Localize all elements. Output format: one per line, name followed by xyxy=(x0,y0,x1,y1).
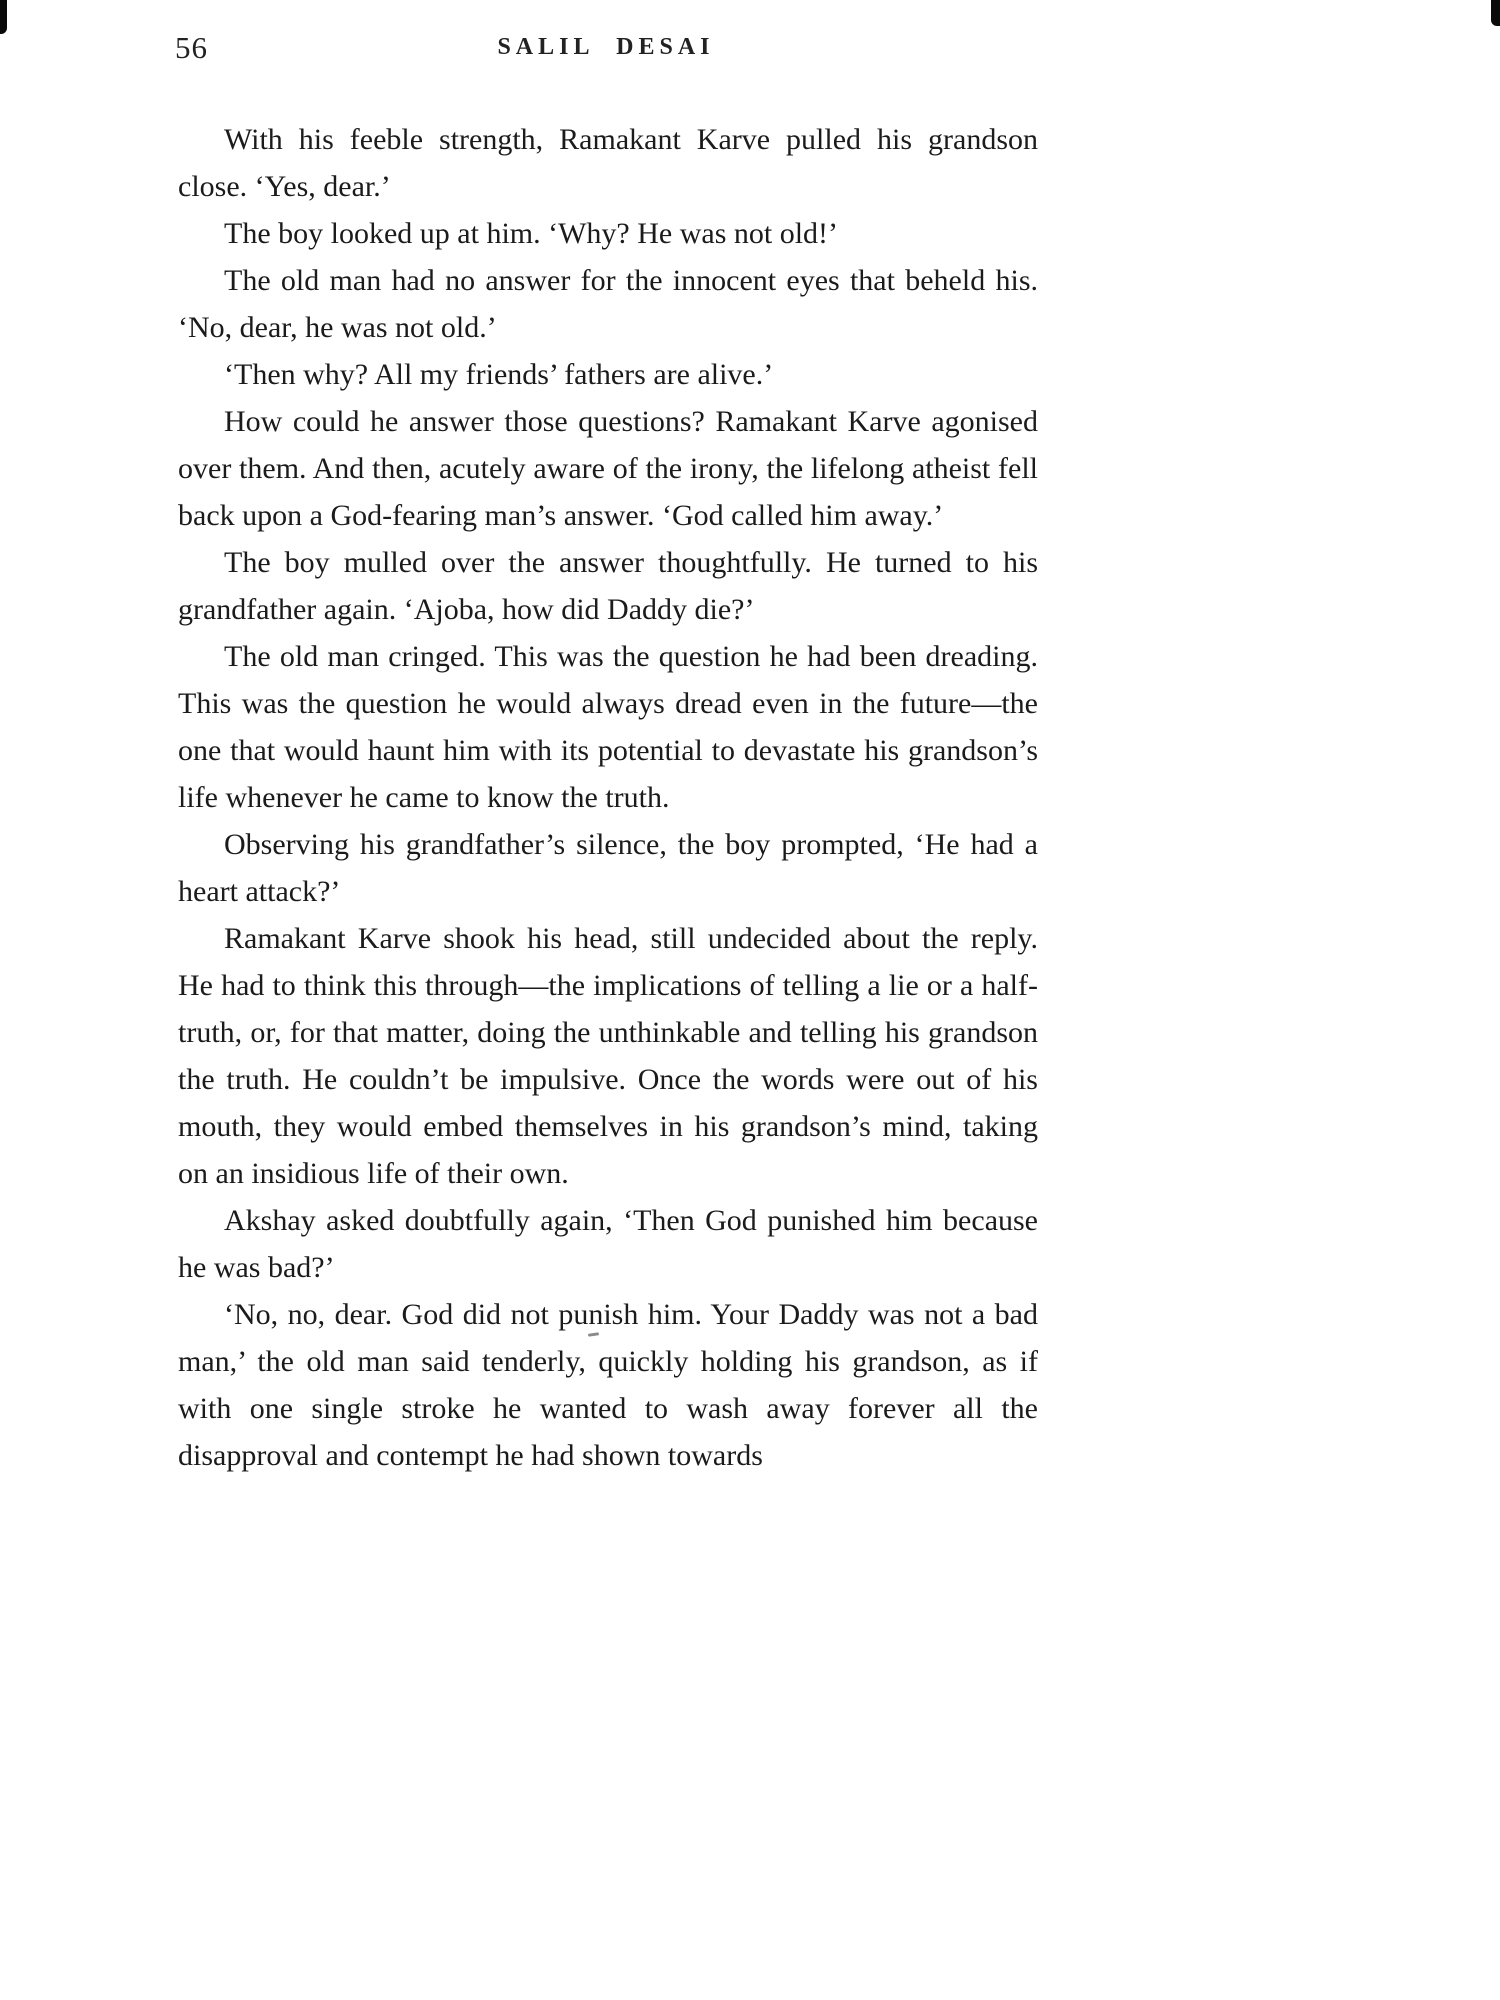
scan-artifact-top-left-icon xyxy=(0,0,7,34)
paragraph: Ramakant Karve shook his head, still undecided about the reply. He had to think this through—the implications of telling a lie or a half-truth, or, for that matter, doing the unthinkable and telling his grandson the truth. He couldn’t be impulsive. Once the words were out of his mouth, they would embed themselves in his grandson’s mind, taking on an insidious life of their own. xyxy=(178,922,1038,1190)
paragraph: The boy looked up at him. ‘Why? He was not old!’ xyxy=(224,217,839,250)
paragraph: The old man had no answer for the innocent eyes that beheld his. ‘No, dear, he was not old.’ xyxy=(178,264,1038,344)
page-number: 56 xyxy=(175,30,208,65)
paragraph: Akshay asked doubtfully again, ‘Then God punished him because he was bad?’ xyxy=(178,1204,1038,1284)
paragraph: The old man cringed. This was the question he had been dreading. This was the question he would always dread even in the future—the one that would haunt him with its potential to devastate his grandson’s life whenever he came to know the truth. xyxy=(178,640,1038,814)
paragraph: ‘No, no, dear. God did not punish him. Your Daddy was not a bad man,’ the old man said tenderly, quickly holding his grandson, as if with one single stroke he wanted to wash away forever all the disapproval and contempt he had shown towards xyxy=(178,1298,1038,1472)
paragraph: Observing his grandfather’s silence, the boy prompted, ‘He had a heart attack?’ xyxy=(178,828,1038,908)
paragraph: How could he answer those questions? Ramakant Karve agonised over them. And then, acutely aware of the irony, the lifelong atheist fell back upon a God-fearing man’s answer. ‘God called him away.’ xyxy=(178,405,1038,532)
paragraph: ‘Then why? All my friends’ fathers are alive.’ xyxy=(224,358,774,391)
paragraph: With his feeble strength, Ramakant Karve pulled his grandson close. ‘Yes, dear.’ xyxy=(178,123,1038,203)
paragraph: The boy mulled over the answer thoughtfully. He turned to his grandfather again. ‘Ajoba, how did Daddy die?’ xyxy=(178,546,1038,626)
running-header-author: SALIL DESAI xyxy=(497,34,715,60)
body-text xyxy=(178,116,1038,1479)
page-header xyxy=(175,30,1037,70)
scan-artifact-top-right-icon xyxy=(1491,0,1500,26)
